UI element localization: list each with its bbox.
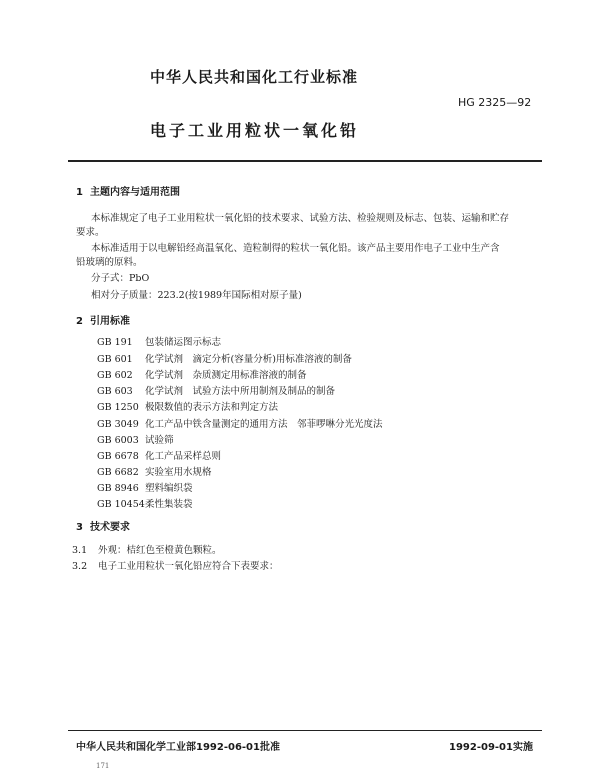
reference-title: 极限数值的表示方法和判定方法 — [145, 402, 279, 413]
section-title: 引用标准 — [90, 316, 130, 327]
reference-code: GB 601 — [97, 354, 133, 365]
reference-code: GB 3049 — [97, 419, 139, 430]
reference-title: 化工产品采样总则 — [145, 451, 222, 462]
reference-code: GB 8946 — [97, 483, 139, 494]
reference-title: 化工产品中铁含量测定的通用方法 邻菲啰啉分光光度法 — [145, 419, 383, 430]
header-divider — [68, 160, 542, 162]
reference-code: GB 6003 — [97, 435, 139, 446]
reference-title: 塑料编织袋 — [145, 483, 193, 494]
reference-code: GB 191 — [97, 337, 133, 348]
reference-title: 包装储运图示标志 — [145, 337, 222, 348]
reference-item — [97, 416, 383, 430]
clause-number: 3.2 — [72, 561, 88, 572]
standard-code: HG 2325—92 — [458, 96, 532, 109]
section-1-paragraph-2-line-1: 本标准适用于以电解铅经高温氧化、造粒制得的粒状一氧化铅。该产品主要用作电子工业中生产含 — [91, 243, 500, 254]
reference-item — [97, 351, 352, 365]
reference-item — [97, 334, 221, 348]
reference-title: 实验室用水规格 — [145, 467, 212, 478]
section-title: 主题内容与适用范围 — [90, 187, 180, 198]
section-1-heading — [76, 183, 180, 198]
reference-title: 化学试剂 试验方法中所用制剂及制品的制备 — [145, 386, 336, 397]
reference-item — [97, 448, 221, 462]
reference-code: GB 1250 — [97, 402, 139, 413]
approval-statement: 中华人民共和国化学工业部1992-06-01批准 — [76, 742, 280, 753]
section-number: 3 — [76, 522, 83, 533]
reference-code: GB 10454 — [97, 499, 145, 510]
clause-text: 电子工业用粒状一氧化铅应符合下表要求： — [98, 561, 279, 572]
section-number: 1 — [76, 187, 83, 198]
effective-date: 1992-09-01实施 — [449, 742, 533, 753]
section-number: 2 — [76, 316, 83, 327]
reference-item — [97, 399, 278, 413]
clause-3-2 — [72, 558, 279, 572]
section-3-heading — [76, 518, 130, 533]
document-title: 电子工业用粒状一氧化铅 — [150, 121, 360, 140]
section-1-paragraph-2-line-2: 铅玻璃的原料。 — [76, 257, 143, 268]
reference-item — [97, 383, 335, 397]
section-title: 技术要求 — [90, 522, 130, 533]
reference-item — [97, 464, 212, 478]
standard-category-header: 中华人民共和国化工行业标准 — [150, 68, 359, 86]
reference-item — [97, 367, 307, 381]
reference-title: 化学试剂 滴定分析(容量分析)用标准溶液的制备 — [145, 354, 352, 365]
reference-code: GB 6678 — [97, 451, 139, 462]
reference-code: GB 6682 — [97, 467, 139, 478]
section-1-paragraph-1-line-1: 本标准规定了电子工业用粒状一氧化铅的技术要求、试验方法、检验规则及标志、包装、运输和贮存 — [91, 213, 510, 224]
clause-3-1 — [72, 542, 222, 556]
relative-molecular-mass: 相对分子质量：223.2(按1989年国际相对原子量) — [91, 290, 302, 301]
reference-item — [97, 480, 193, 494]
reference-code: GB 602 — [97, 370, 133, 381]
reference-code: GB 603 — [97, 386, 133, 397]
molecular-formula: 分子式：PbO — [91, 273, 150, 284]
clause-text: 外观：桔红色至橙黄色颗粒。 — [98, 545, 222, 556]
footer-divider — [68, 730, 542, 731]
section-1-paragraph-1-line-2: 要求。 — [76, 227, 105, 238]
reference-title: 柔性集装袋 — [145, 499, 193, 510]
section-2-heading — [76, 312, 130, 327]
reference-item — [97, 432, 174, 446]
reference-title: 试验筛 — [145, 435, 174, 446]
clause-number: 3.1 — [72, 545, 88, 556]
page-number: 171 — [96, 762, 110, 770]
reference-item — [97, 496, 193, 510]
reference-title: 化学试剂 杂质测定用标准溶液的制备 — [145, 370, 307, 381]
